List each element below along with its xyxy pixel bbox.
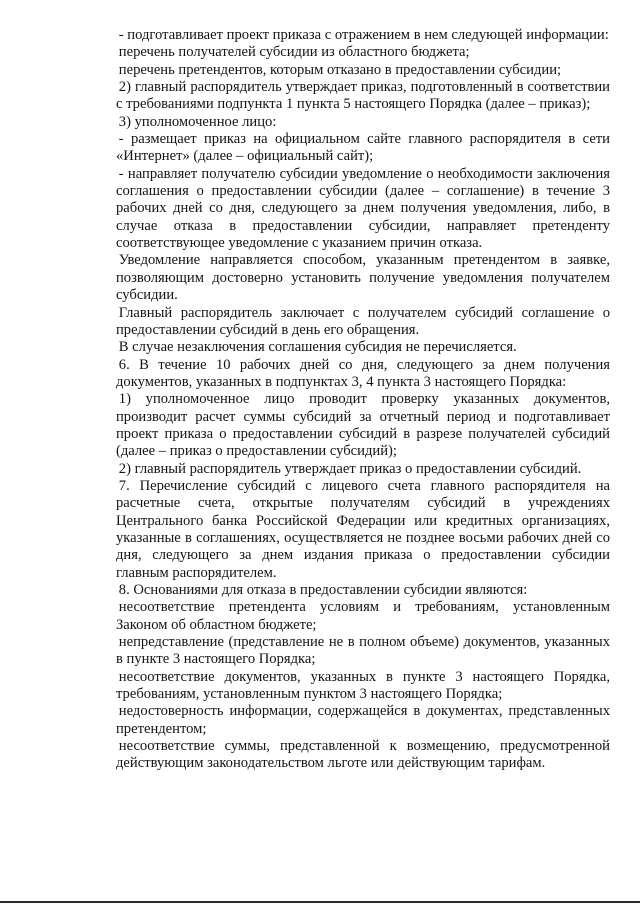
document-body xyxy=(116,27,610,773)
paragraph: 1) уполномоченное лицо проводит проверку указанных документов, производит расчет суммы субсидий за отчетный период и подготавливает проект приказа о предоставлении субсидий в разрезе получателей субсидий (далее – приказ о предоставлении субсидий); xyxy=(116,391,610,460)
paragraph: несоответствие документов, указанных в пункте 3 настоящего Порядка, требованиям, установленным пунктом 3 настоящего Порядка; xyxy=(116,668,610,703)
paragraph: В случае незаключения соглашения субсидия не перечисляется. xyxy=(118,339,517,356)
paragraph: перечень получателей субсидии из областного бюджета; xyxy=(118,44,470,61)
paragraph: - направляет получателю субсидии уведомление о необходимости заключения соглашения о предоставлении субсидии (далее – соглашение) в течение 3 рабочих дней со дня, следующего за днем получения уведомления, либо, в случае отказа в предоставлении субсидии, направляет претенденту соответствующее уведомление с указанием причин отказа. xyxy=(116,165,610,252)
paragraph: 2) главный распорядитель утверждает приказ, подготовленный в соответствии с требованиями подпункта 1 пункта 5 настоящего Порядка (далее – приказ); xyxy=(116,79,610,113)
paragraph: - размещает приказ на официальном сайте главного распорядителя в сети «Интернет» (далее – официальный сайт); xyxy=(116,131,610,165)
paragraph: - подготавливает проект приказа с отражением в нем следующей информации: xyxy=(118,27,609,43)
paragraph: непредставление (представление не в полном объеме) документов, указанных в пункте 3 настоящего Порядка; xyxy=(116,634,610,668)
paragraph: 8. Основаниями для отказа в предоставлении субсидии являются: xyxy=(118,582,528,598)
page-bottom-edge xyxy=(0,901,640,903)
paragraph: несоответствие суммы, представленной к возмещению, предусмотренной действующим законодательством льготе или действующим тарифам. xyxy=(116,738,610,772)
paragraph: несоответствие претендента условиям и требованиям, установленным Законом об областном бюджете; xyxy=(116,599,610,633)
paragraph: 6. В течение 10 рабочих дней со дня, следующего за днем получения документов, указанных в подпунктах 3, 4 пункта 3 настоящего Порядка: xyxy=(116,356,610,390)
paragraph: Уведомление направляется способом, указанным претендентом в заявке, позволяющим достоверно установить получение уведомления получателем субсидии. xyxy=(116,252,610,304)
paragraph: перечень претендентов, которым отказано в предоставлении субсидии; xyxy=(118,61,562,78)
paragraph: недостоверность информации, содержащейся в документах, представленных претендентом; xyxy=(116,703,610,737)
paragraph: 2) главный распорядитель утверждает приказ о предоставлении субсидий. xyxy=(118,460,582,477)
paragraph: Главный распорядитель заключает с получателем субсидий соглашение о предоставлении субсидий в день его обращения. xyxy=(116,304,610,338)
paragraph: 3) уполномоченное лицо: xyxy=(118,113,277,130)
paragraph: 7. Перечисление субсидий с лицевого счета главного распорядителя на расчетные счета, открытые получателям субсидий в учреждениях Центрального банка Российской Федерации или кредитных организациях, указанные в соглашениях, осуществляется не позднее восьми рабочих дней со дня, следующего за днем издания приказа о предоставлении субсидии главным распорядителем. xyxy=(116,477,610,581)
